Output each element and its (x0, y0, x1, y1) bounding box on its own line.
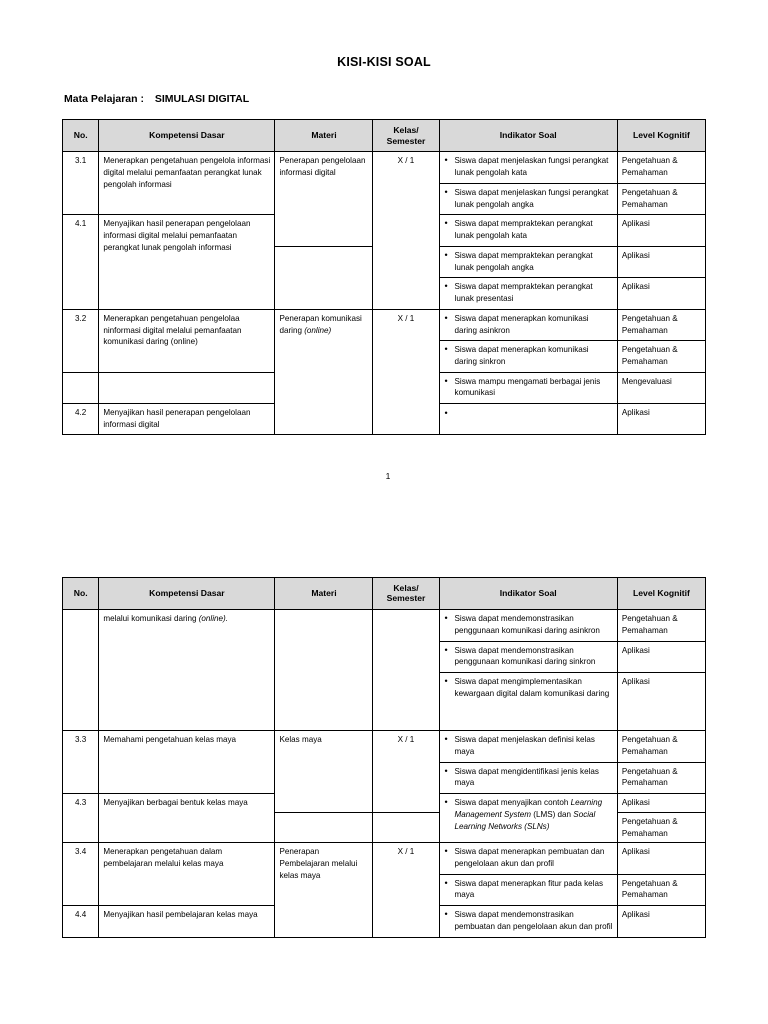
cell-no: 4.3 (63, 794, 99, 843)
header-level-kognitif: Level Kognitif (617, 577, 705, 609)
indicator-item: • Siswa dapat mempraktekan perangkat lunak pengolah kata (455, 218, 613, 241)
header-level-kognitif: Level Kognitif (617, 120, 705, 152)
cell-level: Aplikasi (617, 246, 705, 277)
cell-indikator (439, 906, 617, 937)
cell-materi: Penerapan pengelolaan informasi digital (275, 152, 373, 246)
header-materi: Materi (275, 577, 373, 609)
indicator-item: • Siswa dapat mempraktekan perangkat lunak presentasi (455, 281, 613, 304)
cell-kelas-empty (373, 812, 439, 842)
cell-no: 4.2 (63, 404, 99, 434)
indicator-item: • Siswa dapat menjelaskan fungsi perangkat lunak pengolah angka (455, 187, 613, 210)
cell-indikator (439, 246, 617, 277)
cell-indikator (439, 843, 617, 874)
cell-no: 4.1 (63, 215, 99, 309)
indicator-item: • Siswa mampu mengamati berbagai jenis komunikasi (455, 376, 613, 399)
cell-no-empty (63, 372, 99, 403)
cell-level: Aplikasi (617, 404, 705, 434)
header-kompetensi-dasar: Kompetensi Dasar (99, 577, 275, 609)
cell-no (63, 610, 99, 731)
cell-kelas-semester: X / 1 (373, 309, 439, 434)
indicator-item: • Siswa dapat mendemonstrasikan penggunaan komunikasi daring sinkron (455, 645, 613, 668)
subject-label: Mata Pelajaran : (64, 93, 144, 105)
cell-materi: Penerapan Pembelajaran melalui kelas maya (275, 843, 373, 937)
cell-level: Aplikasi (617, 641, 705, 672)
cell-indikator (439, 215, 617, 246)
cell-indikator (439, 309, 617, 340)
cell-level: Pengetahuan & Pemahaman (617, 762, 705, 793)
header-materi: Materi (275, 120, 373, 152)
cell-level: Pengetahuan & Pemahaman (617, 309, 705, 340)
indicator-item: • Siswa dapat menerapkan pembuatan dan pengelolaan akun dan profil (455, 846, 613, 869)
cell-materi-empty (275, 246, 373, 309)
header-kelas-line1: Kelas/ (393, 582, 419, 593)
cell-level: Pengetahuan & Pemahaman (617, 610, 705, 641)
cell-kelas-semester: X / 1 (373, 843, 439, 937)
cell-materi (275, 610, 373, 731)
cell-level: Mengevaluasi (617, 372, 705, 403)
cell-level: Pengetahuan & Pemahaman (617, 874, 705, 905)
cell-kompetensi-dasar: Menyajikan hasil penerapan pengelolaan informasi digital (99, 404, 275, 434)
cell-indikator (439, 874, 617, 905)
cell-kelas-semester: X / 1 (373, 731, 439, 813)
cell-level: Aplikasi (617, 673, 705, 731)
cell-materi: Kelas maya (275, 731, 373, 813)
cell-kompetensi-dasar: Menerapkan pengetahuan pengelola informasi digital melalui pemanfaatan perangkat lunak pengolah informasi (99, 152, 275, 215)
materi-text: Penerapan komunikasi daring (279, 313, 362, 335)
header-indikator-soal: Indikator Soal (439, 120, 617, 152)
indicator-item: • Siswa dapat mempraktekan perangkat lunak pengolah angka (455, 250, 613, 273)
cell-indikator (439, 673, 617, 731)
cell-materi (275, 309, 373, 434)
header-kelas-semester (373, 577, 439, 609)
cell-level: Aplikasi (617, 906, 705, 937)
cell-kompetensi-dasar: Menyajikan hasil penerapan pengelolaan informasi digital melalui pemanfaatan perangkat lunak pengolah informasi (99, 215, 275, 309)
header-kelas-semester (373, 120, 439, 152)
cell-kompetensi-dasar: Memahami pengetahuan kelas maya (99, 731, 275, 794)
indicator-item: • Siswa dapat mengimplementasikan kewargaan digital dalam komunikasi daring (455, 676, 613, 699)
cell-indikator (439, 278, 617, 309)
table-row (63, 731, 706, 762)
cell-kelas-semester: X / 1 (373, 152, 439, 309)
indicator-item: • Siswa dapat menyajikan contoh Learning Management System (LMS) dan Social Learning Networks (SLNs) (455, 797, 613, 832)
cell-indikator (439, 610, 617, 641)
cell-kd-empty (99, 372, 275, 403)
cell-level: Aplikasi (617, 278, 705, 309)
cell-no: 3.4 (63, 843, 99, 906)
header-kelas-line2: Semester (386, 593, 426, 604)
table-row (63, 152, 706, 183)
kd-text-italic: (online). (198, 614, 228, 624)
header-no: No. (63, 120, 99, 152)
table-row (63, 610, 706, 641)
header-kelas-line2: Semester (386, 135, 426, 146)
kd-text: melalui komunikasi daring (103, 614, 197, 624)
kisi-table-page-1 (62, 119, 706, 435)
cell-materi-empty (275, 812, 373, 842)
kisi-table-page-2 (62, 577, 706, 938)
cell-no: 3.3 (63, 731, 99, 794)
header-no: No. (63, 577, 99, 609)
header-kompetensi-dasar: Kompetensi Dasar (99, 120, 275, 152)
cell-level: Aplikasi (617, 215, 705, 246)
cell-indikator (439, 641, 617, 672)
cell-level: Aplikasi (617, 794, 705, 813)
cell-indikator (439, 341, 617, 372)
cell-indikator (439, 152, 617, 183)
indicator-item: • Siswa dapat menjelaskan definisi kelas maya (455, 734, 613, 757)
indicator-item: • Siswa dapat mengidentifikasi jenis kelas maya (455, 766, 613, 789)
table-row (63, 309, 706, 340)
subject-value: SIMULASI DIGITAL (154, 93, 250, 105)
cell-indikator (439, 372, 617, 403)
indicator-item: • Siswa dapat mendemonstrasikan pembuatan dan pengelolaan akun dan profil (455, 909, 613, 932)
cell-no: 3.2 (63, 309, 99, 372)
table-header-row (63, 120, 706, 152)
cell-kompetensi-dasar (99, 610, 275, 731)
cell-level: Pengetahuan & Pemahaman (617, 341, 705, 372)
cell-level: Pengetahuan & Pemahaman (617, 731, 705, 762)
cell-no: 4.4 (63, 906, 99, 937)
cell-indikator (439, 794, 617, 843)
cell-level: Pengetahuan & Pemahaman (617, 152, 705, 183)
table-header-row (63, 577, 706, 609)
page-break-gap (0, 481, 768, 577)
cell-kelas-semester (373, 610, 439, 731)
indicator-item: • Siswa dapat menjelaskan fungsi perangkat lunak pengolah kata (455, 155, 613, 178)
cell-no: 3.1 (63, 152, 99, 215)
cell-indikator (439, 762, 617, 793)
cell-kompetensi-dasar: Menyajikan berbagai bentuk kelas maya (99, 794, 275, 843)
document-page-1 (0, 0, 768, 481)
indicator-item: • Siswa dapat menerapkan fitur pada kelas maya (455, 878, 613, 901)
cell-indikator (439, 404, 617, 434)
indicator-item: • Siswa dapat menerapkan komunikasi daring sinkron (455, 344, 613, 367)
cell-level: Pengetahuan & Pemahaman (617, 183, 705, 214)
subject-line (64, 93, 706, 105)
document-page-2 (0, 577, 768, 938)
page-title: KISI-KISI SOAL (337, 55, 431, 69)
indicator-item: • Siswa dapat menerapkan komunikasi daring asinkron (455, 313, 613, 336)
table-row (63, 843, 706, 874)
cell-indikator (439, 731, 617, 762)
cell-level: Aplikasi (617, 843, 705, 874)
cell-kompetensi-dasar: Menyajikan hasil pembelajaran kelas maya (99, 906, 275, 937)
header-indikator-soal: Indikator Soal (439, 577, 617, 609)
cell-kompetensi-dasar: Menerapkan pengetahuan pengelolaa ninformasi digital melalui pemanfaatan komunikasi daring (online) (99, 309, 275, 372)
page-number: 1 (385, 470, 391, 481)
header-kelas-line1: Kelas/ (393, 125, 419, 135)
cell-kompetensi-dasar: Menerapkan pengetahuan dalam pembelajaran melalui kelas maya (99, 843, 275, 906)
materi-text-italic: (online) (304, 325, 332, 335)
cell-indikator (439, 183, 617, 214)
cell-level: Pengetahuan & Pemahaman (617, 812, 705, 842)
indicator-item: • Siswa dapat mendemonstrasikan penggunaan komunikasi daring asinkron (455, 613, 613, 636)
